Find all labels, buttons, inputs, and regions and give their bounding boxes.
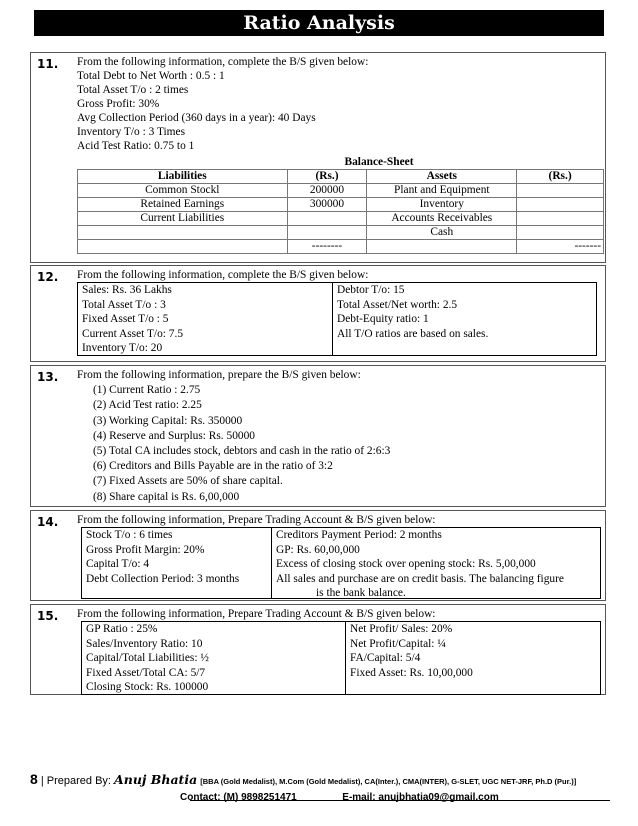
problem-14	[30, 510, 606, 601]
table-cell: --------	[287, 240, 367, 254]
table-header-row	[78, 170, 604, 184]
table-cell: Accounts Receivables	[367, 212, 517, 226]
problem-intro: From the following information, Prepare Trading Account & B/S given below:	[77, 514, 436, 526]
problem-intro: From the following information, prepare the B/S given below:	[77, 369, 361, 381]
given-item: Net Profit/ Sales: 20%	[350, 623, 453, 635]
given-data-box	[81, 621, 601, 695]
given-item: Inventory T/o : 3 Times	[77, 126, 186, 138]
problem-intro: From the following information, complete the B/S given below:	[77, 56, 369, 68]
given-item: Gross Profit: 30%	[77, 98, 160, 110]
balance-sheet-table	[77, 169, 604, 254]
given-item: Total Asset T/o : 2 times	[77, 84, 189, 96]
problem-11	[30, 52, 606, 263]
header-rs: (Rs.)	[517, 170, 604, 184]
problem-number: 13.	[37, 370, 59, 384]
problem-number: 11.	[37, 57, 59, 71]
given-item: is the bank balance.	[316, 587, 406, 599]
contact-email: E-mail: anujbhatia09@gmail.com	[342, 792, 499, 803]
given-item: Total Asset/Net worth: 2.5	[337, 298, 458, 311]
problem-number: 12.	[37, 270, 59, 284]
given-item: (7) Fixed Assets are 50% of share capital.	[93, 475, 283, 488]
table-cell	[78, 226, 288, 240]
given-item: Stock T/o : 6 times	[86, 529, 173, 541]
page-number: 8	[30, 771, 38, 787]
given-item: (3) Working Capital: Rs. 350000	[93, 414, 243, 427]
author-credentials: [BBA (Gold Medalist), M.Com (Gold Medalist), CA(Inter.), CMA(INTER), G-SLET, UGC NET-JRF, Ph.D (Pur.)]	[200, 777, 577, 786]
table-row	[78, 198, 604, 212]
table-cell: Current Liabilities	[78, 212, 288, 226]
header-rs: (Rs.)	[287, 170, 367, 184]
given-item: GP Ratio : 25%	[86, 623, 158, 635]
table-cell	[517, 198, 604, 212]
problem-number: 15.	[37, 609, 59, 623]
given-item: Net Profit/Capital: ¼	[350, 637, 446, 650]
header-assets: Assets	[367, 170, 517, 184]
given-item: Closing Stock: Rs. 100000	[86, 681, 209, 693]
table-cell: Inventory	[367, 198, 517, 212]
given-item: Excess of closing stock over opening stock: Rs. 5,00,000	[276, 558, 536, 570]
given-item: Fixed Asset/Total CA: 5/7	[86, 666, 206, 679]
footer-divider	[190, 800, 610, 801]
table-cell: Retained Earnings	[78, 198, 288, 212]
table-row	[78, 184, 604, 198]
given-item: (2) Acid Test ratio: 2.25	[93, 399, 202, 412]
given-item: FA/Capital: 5/4	[350, 652, 421, 664]
given-item: Total Asset T/o : 3	[82, 298, 166, 311]
table-cell: -------	[517, 240, 604, 254]
given-item: Sales/Inventory Ratio: 10	[86, 637, 203, 650]
problem-15	[30, 604, 606, 695]
problem-number: 14.	[37, 515, 59, 529]
balance-sheet-title: Balance-Sheet	[344, 156, 414, 168]
table-cell: 300000	[287, 198, 367, 212]
given-data-box	[81, 527, 601, 599]
given-item: Capital/Total Liabilities: ½	[86, 652, 209, 664]
contact-number: Contact: (M) 9898251471	[180, 792, 297, 803]
given-item: (6) Creditors and Bills Payable are in the ratio of 3:2	[93, 460, 333, 473]
problem-intro: From the following information, Prepare Trading Account & B/S given below:	[77, 608, 436, 620]
author-name: Anuj Bhatia	[114, 772, 198, 787]
table-row	[78, 226, 604, 240]
given-item: Avg Collection Period (360 days in a year): 40 Days	[77, 112, 316, 124]
table-cell	[517, 226, 604, 240]
given-item: (5) Total CA includes stock, debtors and cash in the ratio of 2:6:3	[93, 445, 391, 458]
given-item: Inventory T/o: 20	[82, 342, 163, 354]
header-liabilities: Liabilities	[78, 170, 288, 184]
page-footer	[30, 770, 610, 805]
table-row	[78, 240, 604, 254]
problem-intro: From the following information, complete the B/S given below:	[77, 269, 369, 281]
table-cell: Common Stockl	[78, 184, 288, 198]
given-item: (1) Current Ratio : 2.75	[93, 384, 201, 397]
table-cell	[287, 226, 367, 240]
given-item: Current Asset T/o: 7.5	[82, 327, 184, 340]
given-data-box	[77, 282, 597, 356]
table-cell: Cash	[367, 226, 517, 240]
table-cell	[517, 212, 604, 226]
given-item: Acid Test Ratio: 0.75 to 1	[77, 140, 195, 152]
table-cell: Plant and Equipment	[367, 184, 517, 198]
given-item: Fixed Asset: Rs. 10,00,000	[350, 666, 473, 679]
given-item: Total Debt to Net Worth : 0.5 : 1	[77, 70, 225, 82]
problem-12	[30, 265, 606, 362]
page-title: Ratio Analysis	[34, 10, 604, 36]
given-item: Debtor T/o: 15	[337, 284, 405, 296]
table-row	[78, 212, 604, 226]
prepared-by-label: | Prepared By:	[40, 775, 111, 787]
given-item: Creditors Payment Period: 2 months	[276, 529, 442, 541]
given-item: Debt Collection Period: 3 months	[86, 572, 240, 585]
given-item: Fixed Asset T/o : 5	[82, 313, 169, 325]
table-cell: 200000	[287, 184, 367, 198]
table-cell	[287, 212, 367, 226]
given-item: GP: Rs. 60,00,000	[276, 543, 360, 556]
table-cell	[78, 240, 288, 254]
given-item: (8) Share capital is Rs. 6,00,000	[93, 490, 240, 503]
given-item: Capital T/o: 4	[86, 558, 150, 570]
table-cell	[517, 184, 604, 198]
problem-13	[30, 365, 606, 507]
given-item: All T/O ratios are based on sales.	[337, 327, 489, 340]
given-item: (4) Reserve and Surplus: Rs. 50000	[93, 429, 255, 442]
given-item: All sales and purchase are on credit basis. The balancing figure	[276, 572, 564, 585]
given-item: Sales: Rs. 36 Lakhs	[82, 284, 172, 296]
given-item: Debt-Equity ratio: 1	[337, 313, 429, 325]
table-cell	[367, 240, 517, 254]
given-item: Gross Profit Margin: 20%	[86, 543, 205, 556]
